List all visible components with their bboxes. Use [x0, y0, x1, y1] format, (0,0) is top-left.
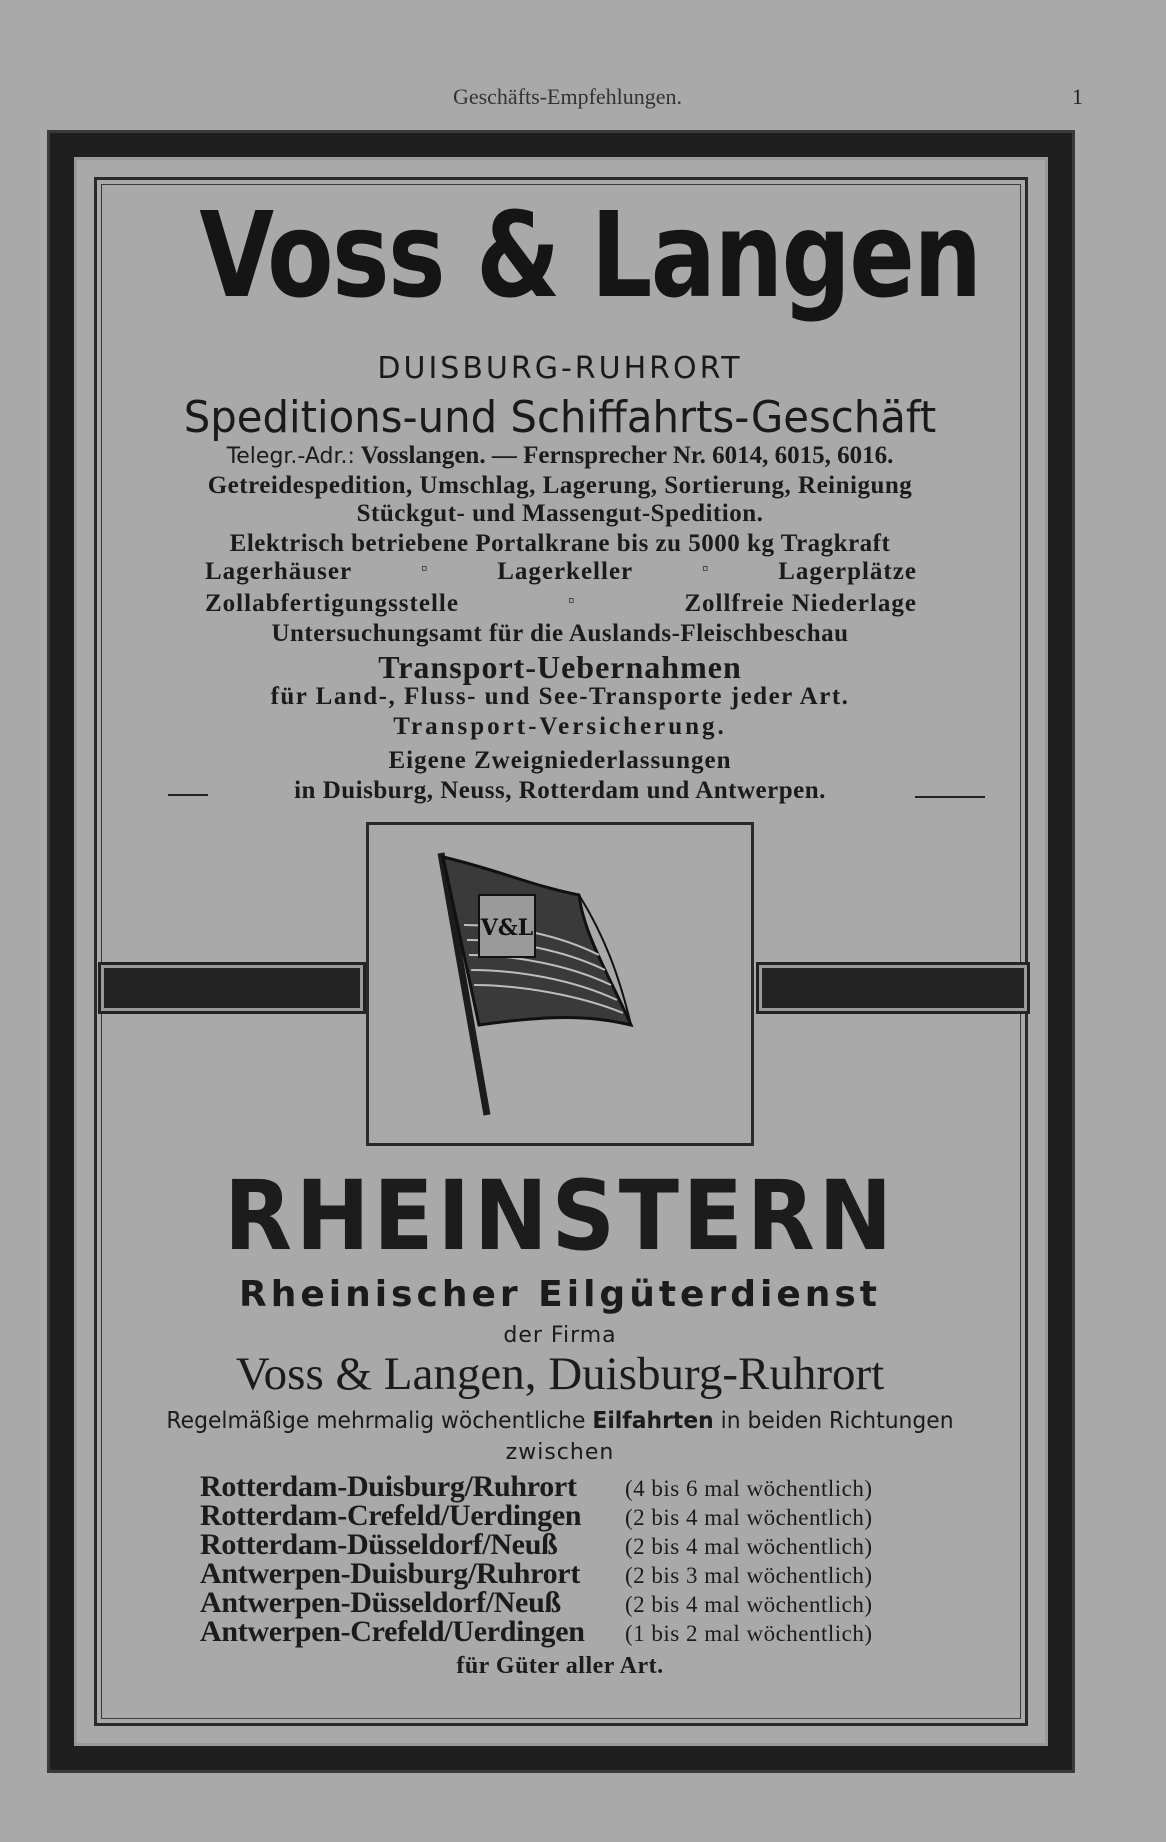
- running-title: Geschäfts-Empfehlungen.: [452, 84, 683, 109]
- list-item: [200, 1586, 960, 1619]
- flag-monogram: V&L: [480, 915, 534, 941]
- dash-right: [915, 796, 985, 798]
- list-item: [200, 1470, 960, 1503]
- route-frequency: (4 bis 6 mal wöchentlich): [625, 1476, 873, 1501]
- page-number: 1: [1072, 84, 1083, 109]
- transport-title: Transport-Uebernahmen: [378, 649, 742, 685]
- route-frequency: (2 bis 4 mal wöchentlich): [625, 1592, 873, 1617]
- list-item: [200, 1528, 960, 1561]
- route-name: Antwerpen-Duisburg/Ruhrort: [200, 1557, 581, 1590]
- telegraph-line: [120, 442, 1000, 470]
- route-name: Antwerpen-Crefeld/Uerdingen: [200, 1615, 585, 1648]
- storage-row: [205, 558, 917, 586]
- route-frequency: (2 bis 3 mal wöchentlich): [625, 1563, 873, 1588]
- schedule-intro: [142, 1408, 978, 1434]
- services-line-3: Elektrisch betriebene Portalkrane bis zu 5000 kg Tragkraft: [229, 530, 891, 557]
- services-line-5: für Land-, Fluss- und See-Transporte jeder Art.: [270, 683, 850, 710]
- branches-heading: Eigene Zweigniederlassungen: [388, 747, 732, 774]
- list-item: [200, 1499, 960, 1532]
- route-name: Antwerpen-Düsseldorf/Neuß: [200, 1586, 561, 1619]
- storage-item: Lagerplätze: [778, 558, 917, 585]
- city-line: DUISBURG-RUHRORT: [377, 351, 743, 386]
- schedule-intro-post: in beiden Richtungen: [720, 1408, 954, 1434]
- services-line-2: Stückgut- und Massengut-Spedition.: [356, 500, 764, 527]
- brand-title: Voss & Langen: [199, 186, 981, 324]
- page-header: [0, 84, 1166, 114]
- schedule-intro-bold: Eilfahrten: [592, 1408, 714, 1434]
- der-firma: der Firma: [503, 1323, 617, 1348]
- schedule-intro-pre: Regelmäßige mehrmalig wöchentliche: [166, 1408, 586, 1434]
- route-name: Rotterdam-Crefeld/Uerdingen: [200, 1499, 582, 1532]
- rheinstern-subtitle: Rheinischer Eilgüterdienst: [238, 1274, 881, 1315]
- branches-line: in Duisburg, Neuss, Rotterdam und Antwerpen.: [294, 777, 826, 804]
- small-square-icon: ▫: [701, 558, 710, 578]
- divider-bar-left: [98, 962, 366, 1014]
- customs-row: [205, 590, 917, 618]
- storage-item: Lagerhäuser: [205, 558, 353, 585]
- telegraph-label: Telegr.-Adr.:: [226, 444, 355, 469]
- route-frequency: (2 bis 4 mal wöchentlich): [625, 1534, 873, 1559]
- customs-item: Zollfreie Niederlage: [684, 590, 917, 617]
- route-name: Rotterdam-Duisburg/Ruhrort: [200, 1470, 577, 1503]
- small-square-icon: ▫: [567, 590, 576, 610]
- list-item: [200, 1615, 960, 1648]
- zwischen: zwischen: [505, 1440, 615, 1465]
- routes-list: [200, 1470, 960, 1648]
- business-line: Speditions-und Schiffahrts-Geschäft: [183, 392, 937, 443]
- rheinstern-title: RHEINSTERN: [224, 1160, 896, 1272]
- flag-logo-box: [366, 822, 754, 1146]
- flag-icon: [369, 825, 751, 1143]
- telegraph-text: Vosslangen. — Fernsprecher Nr. 6014, 6015, 6016.: [360, 442, 894, 469]
- services-line-6: Transport-Versicherung.: [393, 713, 727, 740]
- firm-name: Voss & Langen, Duisburg-Ruhrort: [235, 1348, 885, 1400]
- dash-left: [168, 794, 208, 796]
- storage-item: Lagerkeller: [497, 558, 634, 585]
- small-square-icon: ▫: [420, 558, 429, 578]
- customs-item: Zollabfertigungsstelle: [205, 590, 459, 617]
- route-name: Rotterdam-Düsseldorf/Neuß: [200, 1528, 558, 1561]
- services-line-4: Untersuchungsamt für die Auslands-Fleischbeschau: [271, 620, 849, 647]
- route-frequency: (2 bis 4 mal wöchentlich): [625, 1505, 873, 1530]
- services-line-1: Getreidespedition, Umschlag, Lagerung, Sortierung, Reinigung: [207, 472, 913, 499]
- list-item: [200, 1557, 960, 1590]
- route-frequency: (1 bis 2 mal wöchentlich): [625, 1621, 873, 1646]
- divider-bar-right: [756, 962, 1030, 1014]
- footer-line: für Güter aller Art.: [456, 1653, 664, 1679]
